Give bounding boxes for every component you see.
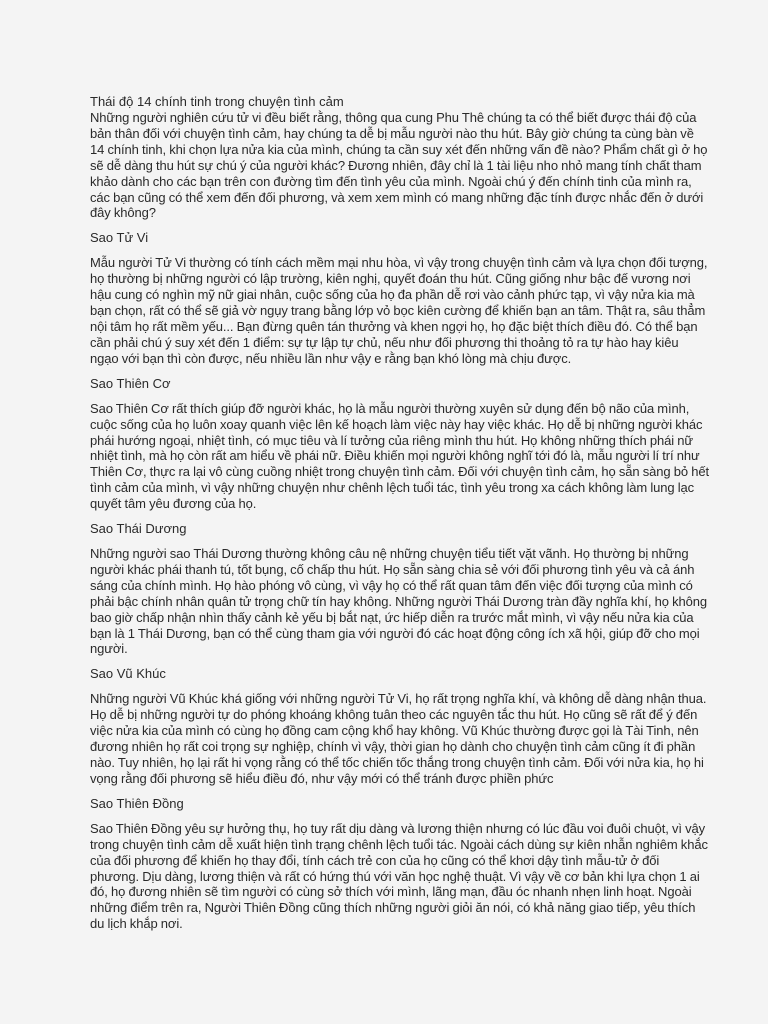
section-paragraph: Sao Thiên Cơ rất thích giúp đỡ người khác, họ là mẫu người thường xuyên sử dụng đến bộ não của mình, cuộc sống của họ luôn xoay quanh việc lên kế hoạch làm việc này hay việc khác. Họ dễ bị những người khác phái hướng ngoại, nhiệt tình, có mục tiêu và lí tưởng của riêng mình thu hút. Họ không những thích phái nữ nhiệt tình, mà họ còn rất am hiểu về phái nữ. Điều khiến mọi người không nghĩ tới đó là, mẫu người lí trí như Thiên Cơ, thực ra lại vô cùng cuồng nhiệt trong chuyện tình cảm. Đối với chuyện tình cảm, họ sẵn sàng bỏ hết tình cảm của mình, vì vậy những chuyện như chênh lệch tuổi tác, tình yêu trong xa cách không làm lung lạc quyết tâm yêu đương của họ. (90, 400, 709, 512)
section-heading: Sao Vũ Khúc (90, 666, 166, 682)
section-heading: Sao Tử Vi (90, 230, 149, 246)
section-heading: Sao Thái Dương (90, 521, 187, 537)
document-title: Thái độ 14 chính tinh trong chuyện tình cảm (90, 94, 344, 109)
section-paragraph: Những người sao Thái Dương thường không câu nệ những chuyện tiểu tiết vặt vãnh. Họ thường bị những người khác phái thanh tú, tốt bụng, cố chấp thu hút. Họ sẵn sàng chia sẻ với đối phương tình yêu và cả ánh sáng của chính mình. Họ hào phóng vô cùng, vì vậy họ có thể rất quan tâm đến việc đối tượng của mình có phải bậc chính nhân quân tử trọng chữ tín hay không. Những người Thái Dương tràn đầy nghĩa khí, họ không bao giờ chấp nhận nhìn thấy cảnh kẻ yếu bị bắt nạt, ức hiếp diễn ra trước mắt mình, vì vậy nếu nửa kia của bạn là 1 Thái Dương, bạn có thể cùng tham gia với người đó các hoạt động công ích xã hội, giúp đỡ cho mọi người. (90, 546, 708, 657)
section-vu-khuc (90, 666, 710, 786)
section-thien-dong (90, 796, 710, 932)
intro-paragraph: Những người nghiên cứu tử vi đều biết rằng, thông qua cung Phu Thê chúng ta có thể biết được thái độ của bản thân đối với chuyện tình cảm, hay chúng ta dễ bị mẫu người nào thu hút. Bây giờ chúng ta cùng bàn về 14 chính tinh, khi chọn lựa nửa kia của mình, chúng ta cần suy xét đến những vấn đề nào? Phẩm chất gì ở họ sẽ dễ dàng thu hút sự chú ý của người khác? Đương nhiên, đây chỉ là 1 tài liệu nho nhỏ mang tính chất tham khảo dành cho các bạn trên con đường tìm đến tình yêu của mình. Ngoài chú ý đến chính tinh của mình ra, các bạn cũng có thể xem đến đối phương, và xem xem mình có mang những đặc tính được nhắc đến ở dưới đây không? (90, 110, 708, 221)
section-paragraph: Mẫu người Tử Vi thường có tính cách mềm mại nhu hòa, vì vậy trong chuyện tình cảm và lựa chọn đối tượng, họ thường bị những người có lập trường, kiên nghị, quyết đoán thu hút. Cũng giống như bậc đế vương nơi hậu cung có nghìn mỹ nữ giai nhân, cuộc sống của họ đa phần dễ rơi vào cảnh phức tạp, vì vậy nửa kia mà bạn chọn, rất có thể sẽ giả vờ ngụy trang bằng lớp vỏ bọc kiên cường để khiến bạn an tâm. Thật ra, sâu thẳm nội tâm họ rất mềm yếu... Bạn đừng quên tán thưởng và khen ngợi họ, họ đặc biệt thích điều đó. Có thể bạn cần phải chú ý suy xét đến 1 điểm: sự tự lập tự chủ, nếu như đối phương thi thoảng tỏ ra tự hào hay kiêu ngạo với bạn thì còn được, nếu nhiều lần như vậy e rằng bạn khó lòng mà chịu được. (90, 255, 708, 366)
section-paragraph: Sao Thiên Đồng yêu sự hưởng thụ, họ tuy rất dịu dàng và lương thiện nhưng có lúc đầu voi đuôi chuột, vì vậy trong chuyện tình cảm dễ xuất hiện tình trạng chênh lệch tuổi tác. Ngoài cách dùng sự kiên nhẫn nghiêm khắc của đối phương để khiến họ thay đổi, tính cách trẻ con của họ cũng có thể khơi dậy tình mẫu-tử ở đối phương. Dịu dàng, lương thiện và rất có hứng thú với văn học nghệ thuật. Vì vậy về cơ bản khi lựa chọn 1 ai đó, họ đương nhiên sẽ tìm người có cùng sở thích với mình, lãng mạn, đầu óc nhanh nhẹn linh hoạt. Ngoài những điểm trên ra, Người Thiên Đồng cũng thích những người giỏi ăn nói, có khả năng giao tiếp, yêu thích du lịch khắp nơi. (90, 820, 708, 932)
section-heading: Sao Thiên Cơ (90, 375, 171, 391)
section-tu-vi (90, 230, 710, 366)
section-heading: Sao Thiên Đồng (90, 795, 184, 811)
section-thai-duong (90, 521, 710, 657)
section-paragraph: Những người Vũ Khúc khá giống với những người Tử Vi, họ rất trọng nghĩa khí, và không dễ dàng nhận thua. Họ dễ bị những người tự do phóng khoáng không tuân theo các nguyên tắc thu hút. Họ cũng sẽ rất để ý đến việc nửa kia của mình có cùng họ đồng cam cộng khổ hay không. Vũ Khúc thường được gọi là Tài Tinh, nên đương nhiên họ rất coi trọng sự nghiệp, chính vì vậy, thời gian họ dành cho chuyện tình cảm cũng ít đi phần nào. Tuy nhiên, họ lại rất hi vọng rằng có thể tốc chiến tốc thắng trong chuyện tình cảm. Đối với nửa kia, họ hi vọng rằng đối phương sẽ hiểu điều đó, như vậy mới có thể tránh được phiền phức (90, 691, 707, 786)
section-thien-co (90, 376, 710, 512)
